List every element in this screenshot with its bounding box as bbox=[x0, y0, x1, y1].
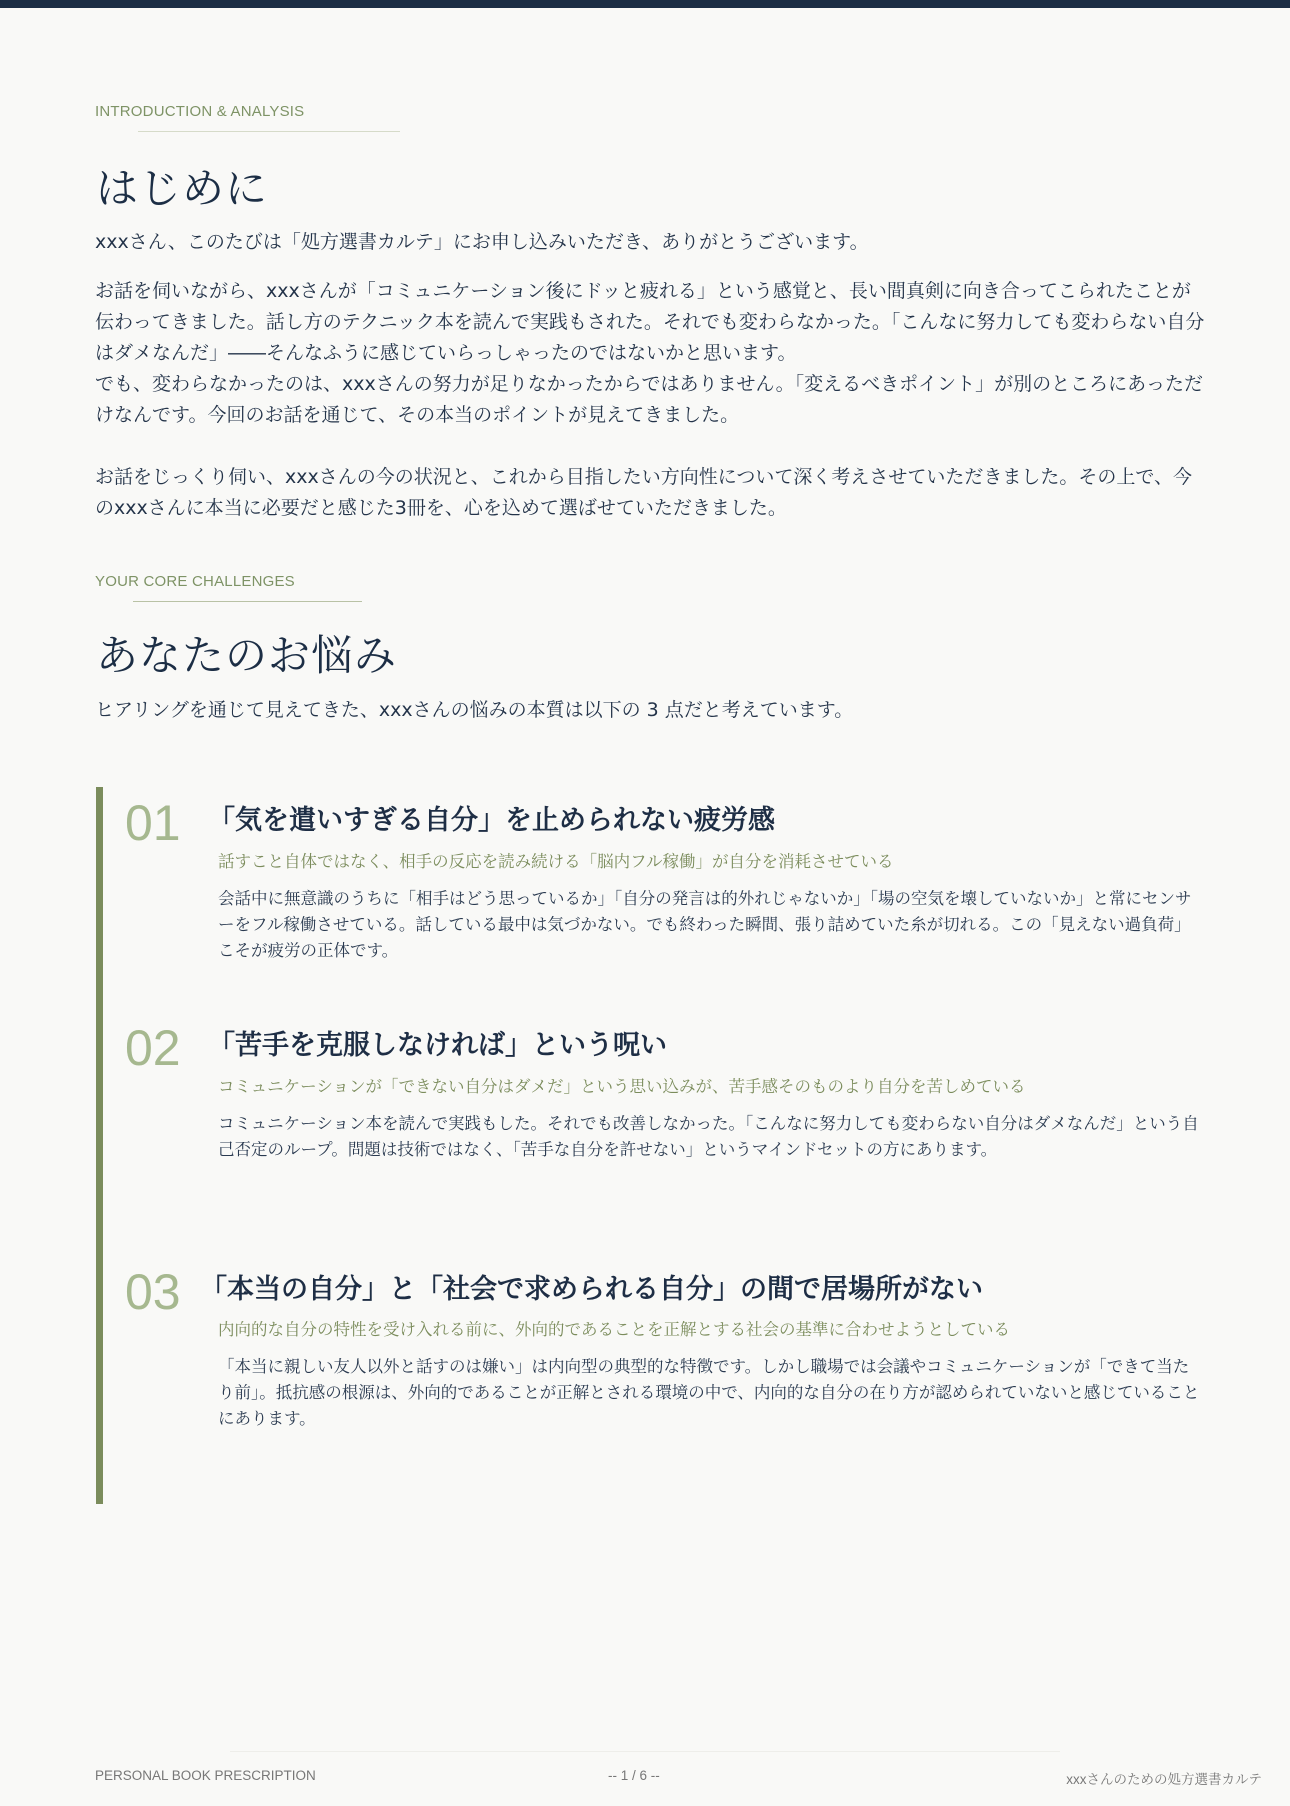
challenge-number: 02 bbox=[125, 1020, 181, 1076]
challenge-number: 01 bbox=[125, 795, 181, 851]
challenge-title: 「気を遣いすぎる自分」を止められない疲労感 bbox=[208, 805, 775, 836]
challenge-subtitle: 内向的な自分の特性を受け入れる前に、外向的であることを正解とする社会の基準に合わせようとしている bbox=[218, 1320, 1010, 1339]
intro-eyebrow: INTRODUCTION & ANALYSIS bbox=[95, 103, 305, 120]
footer-right-label: xxxさんのための処方選書カルテ bbox=[1066, 1772, 1262, 1787]
challenge-body: コミュニケーション本を読んで実践もした。それでも改善しなかった。「こんなに努力しても変わらない自分はダメなんだ」という自己否定のループ。問題は技術ではなく、「苦手な自分を許せない」というマインドセットの方にあります。 bbox=[218, 1114, 1199, 1159]
page-number: -- 1 / 6 -- bbox=[608, 1768, 660, 1783]
footer-left-label: PERSONAL BOOK PRESCRIPTION bbox=[95, 1768, 316, 1783]
top-accent-bar bbox=[0, 0, 1290, 8]
intro-eyebrow-rule bbox=[138, 131, 400, 132]
intro-paragraph-1: お話を伺いながら、xxxさんが「コミュニケーション後にドッと疲れる」という感覚と、長い間真剣に向き合ってこられたことが伝わってきました。話し方のテクニック本を読んで実践もされた。それでも変わらなかった。「こんなに努力しても変わらない自分はダメなんだ」――そんなふうに感じていらっしゃったのではないかと思います。 bbox=[95, 280, 1205, 364]
footer-divider bbox=[230, 1751, 1060, 1752]
challenge-body: 会話中に無意識のうちに「相手はどう思っているか」「自分の発言は的外れじゃないか」「場の空気を壊していないか」と常にセンサーをフル稼働させている。話している最中は気づかない。でも終わった瞬間、張り詰めていた糸が切れる。この「見えない過負荷」こそが疲労の正体です。 bbox=[218, 889, 1192, 960]
challenge-subtitle: コミュニケーションが「できない自分はダメだ」という思い込みが、苦手感そのものより自分を苦しめている bbox=[218, 1077, 1026, 1096]
challenge-number: 03 bbox=[125, 1264, 181, 1320]
challenges-eyebrow-rule bbox=[133, 601, 362, 602]
challenge-subtitle: 話すこと自体ではなく、相手の反応を読み続ける「脳内フル稼働」が自分を消耗させている bbox=[218, 852, 894, 871]
intro-paragraph-3: お話をじっくり伺い、xxxさんの今の状況と、これから目指したい方向性について深く考えさせていただきました。その上で、今のxxxさんに本当に必要だと感じた3冊を、心を込めて選ばせていただきました。 bbox=[95, 466, 1192, 519]
intro-title: はじめに bbox=[96, 164, 269, 213]
intro-paragraph-2: でも、変わらなかったのは、xxxさんの努力が足りなかったからではありません。「変えるべきポイント」が別のところにあっただけなんです。今回のお話を通じて、その本当のポイントが見えてきました。 bbox=[95, 373, 1203, 426]
challenges-eyebrow: YOUR CORE CHALLENGES bbox=[95, 573, 295, 590]
challenge-title: 「苦手を克服しなければ」という呪い bbox=[208, 1030, 667, 1061]
challenge-body: 「本当に親しい友人以外と話すのは嫌い」は内向型の典型的な特徴です。しかし職場では会議やコミュニケーションが「できて当たり前」。抵抗感の根源は、外向的であることが正解とされる環境の中で、内向的な自分の在り方が認められていないと感じていることにあります。 bbox=[218, 1357, 1200, 1428]
challenge-title: 「本当の自分」と「社会で求められる自分」の間で居場所がない bbox=[200, 1274, 983, 1305]
challenges-title: あなたのお悩み bbox=[96, 631, 398, 680]
challenges-accent-bar bbox=[96, 787, 103, 1504]
intro-greeting: xxxさん、このたびは「処方選書カルテ」にお申し込みいただき、ありがとうございます。 bbox=[95, 231, 869, 253]
challenges-lead: ヒアリングを通じて見えてきた、xxxさんの悩みの本質は以下の 3 点だと考えています。 bbox=[95, 699, 854, 721]
